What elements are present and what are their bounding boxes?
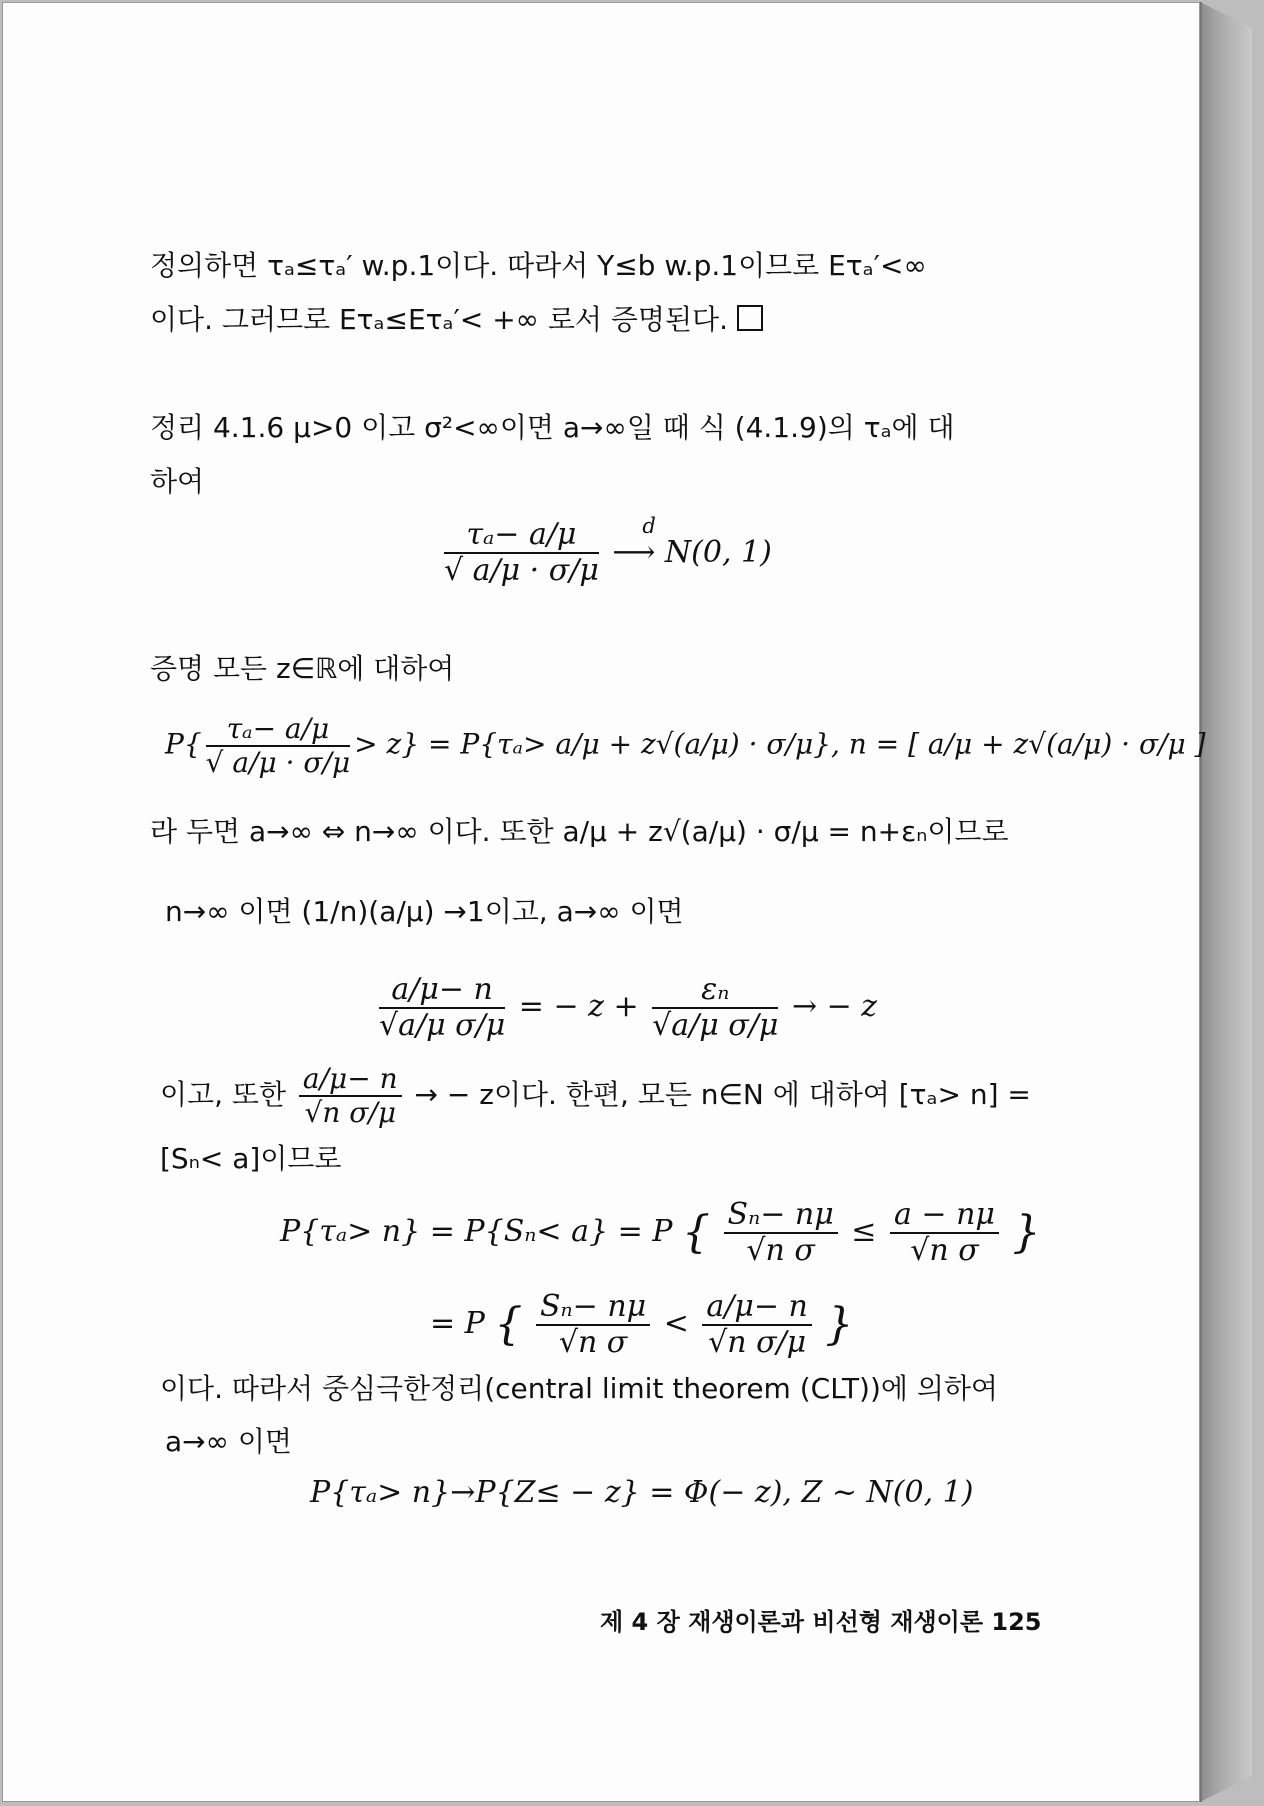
theorem-line-1: 정리 4.1.6 μ>0 이고 σ²<∞이면 a→∞일 때 식 (4.1.9)의 τₐ에 대 [150, 411, 955, 444]
eq4-denominator-2: √n σ [910, 1233, 979, 1268]
eq5-numerator-2: a/μ− n [702, 1292, 811, 1326]
eq3-denominator-1: √a/μ σ/μ [379, 1008, 506, 1043]
text-line-2 [150, 305, 763, 334]
theorem-line-2: 하여 [150, 465, 205, 498]
line5-fraction [299, 1062, 402, 1129]
eq4-fraction-2 [890, 1197, 999, 1268]
eq4-numerator-2: a − nμ [890, 1200, 999, 1234]
eq1-arrow-label: d [642, 514, 656, 538]
text-line-5-start: 이고, 또한 [160, 1078, 286, 1111]
eq5-brace-close: } [825, 1299, 854, 1350]
eq3-fraction-1 [379, 972, 506, 1043]
text-line-1: 정의하면 τₐ≤τₐ′ w.p.1이다. 따라서 Y≤b w.p.1이므로 Eτₐ′<∞ [150, 249, 927, 282]
eq1-denominator: √ a/μ · σ/μ [444, 553, 599, 588]
eq3-rhs: → − z [791, 989, 878, 1024]
eq4-lhs: P{τₐ> n} = P{Sₙ< a} = P [280, 1214, 673, 1249]
eq4-le: ≤ [851, 1214, 877, 1249]
line5-numerator: a/μ− n [299, 1065, 402, 1097]
eq1-numerator: τₐ− a/μ [444, 520, 599, 554]
equation-6: P{τₐ> n}→P{Z≤ − z} = Φ(− z), Z ~ N(0, 1) [310, 1475, 974, 1510]
eq2-numerator: τₐ− a/μ [206, 715, 351, 747]
text-line-5-end: → − z이다. 한편, 모든 n∈N 에 대하여 [τₐ> n] = [414, 1078, 1031, 1111]
qed-box-icon [737, 305, 763, 331]
eq2-denominator: √ a/μ · σ/μ [205, 746, 351, 779]
eq3-middle: = − z + [518, 989, 639, 1024]
eq3-denominator-2: √a/μ σ/μ [652, 1008, 779, 1043]
equation-5 [430, 1289, 854, 1360]
text-line-7: 이다. 따라서 중심극한정리(central limit theorem (CLT))에 의하여 [160, 1372, 998, 1405]
eq5-fraction-2 [702, 1289, 811, 1360]
equation-3 [375, 972, 878, 1043]
eq5-denominator-2: √n σ/μ [708, 1325, 807, 1360]
page-edge [1200, 2, 1252, 1802]
equation-2 [165, 712, 1206, 779]
eq5-brace-open: { [494, 1299, 523, 1350]
equation-4 [280, 1197, 1041, 1268]
eq2-fraction [205, 712, 351, 779]
page-edge-line [1200, 2, 1202, 1802]
eq3-numerator-1: a/μ− n [379, 975, 505, 1009]
text-line-3: 라 두면 a→∞ ⇔ n→∞ 이다. 또한 a/μ + z√(a/μ) · σ/μ = n+εₙ이므로 [150, 815, 1009, 848]
eq4-brace-open: { [682, 1207, 710, 1258]
proof-line-1: 증명 모든 z∈ℝ에 대하여 [150, 652, 455, 685]
text-line-8: a→∞ 이면 [165, 1425, 292, 1458]
eq2-rest: > z} = P{τₐ> a/μ + z√(a/μ) · σ/μ}, n = [ a/μ + z√(a/μ) · σ/μ ] [354, 727, 1206, 761]
eq4-denominator-1: √n σ [746, 1233, 815, 1268]
eq5-lhs: = P [430, 1306, 485, 1341]
eq5-denominator-1: √n σ [558, 1325, 628, 1360]
text-line-2-body: 이다. 그러므로 Eτₐ≤Eτₐ′< +∞ 로서 증명된다. [150, 303, 728, 336]
eq4-brace-close: } [1012, 1207, 1041, 1258]
eq4-numerator-1: Sₙ− nμ [724, 1200, 838, 1234]
page-footer: 제 4 장 재생이론과 비선형 재생이론 125 [600, 1608, 1042, 1636]
eq3-numerator-2: εₙ [652, 975, 778, 1009]
eq1-fraction [444, 517, 599, 588]
equation-1 [440, 514, 772, 588]
eq3-fraction-2 [652, 972, 779, 1043]
text-line-6: [Sₙ< a]이므로 [160, 1142, 342, 1175]
text-line-5 [160, 1062, 1031, 1129]
eq5-lt: < [663, 1306, 689, 1341]
text-line-4: n→∞ 이면 (1/n)(a/μ) →1이고, a→∞ 이면 [165, 895, 684, 928]
eq5-fraction-1 [536, 1289, 650, 1360]
eq4-fraction-1 [724, 1197, 838, 1268]
eq1-rhs: ⟶ N(0, 1) [612, 535, 772, 570]
eq2-left: P{ [165, 727, 202, 761]
line5-denominator: √n σ/μ [304, 1096, 397, 1129]
eq5-numerator-1: Sₙ− nμ [536, 1292, 650, 1326]
